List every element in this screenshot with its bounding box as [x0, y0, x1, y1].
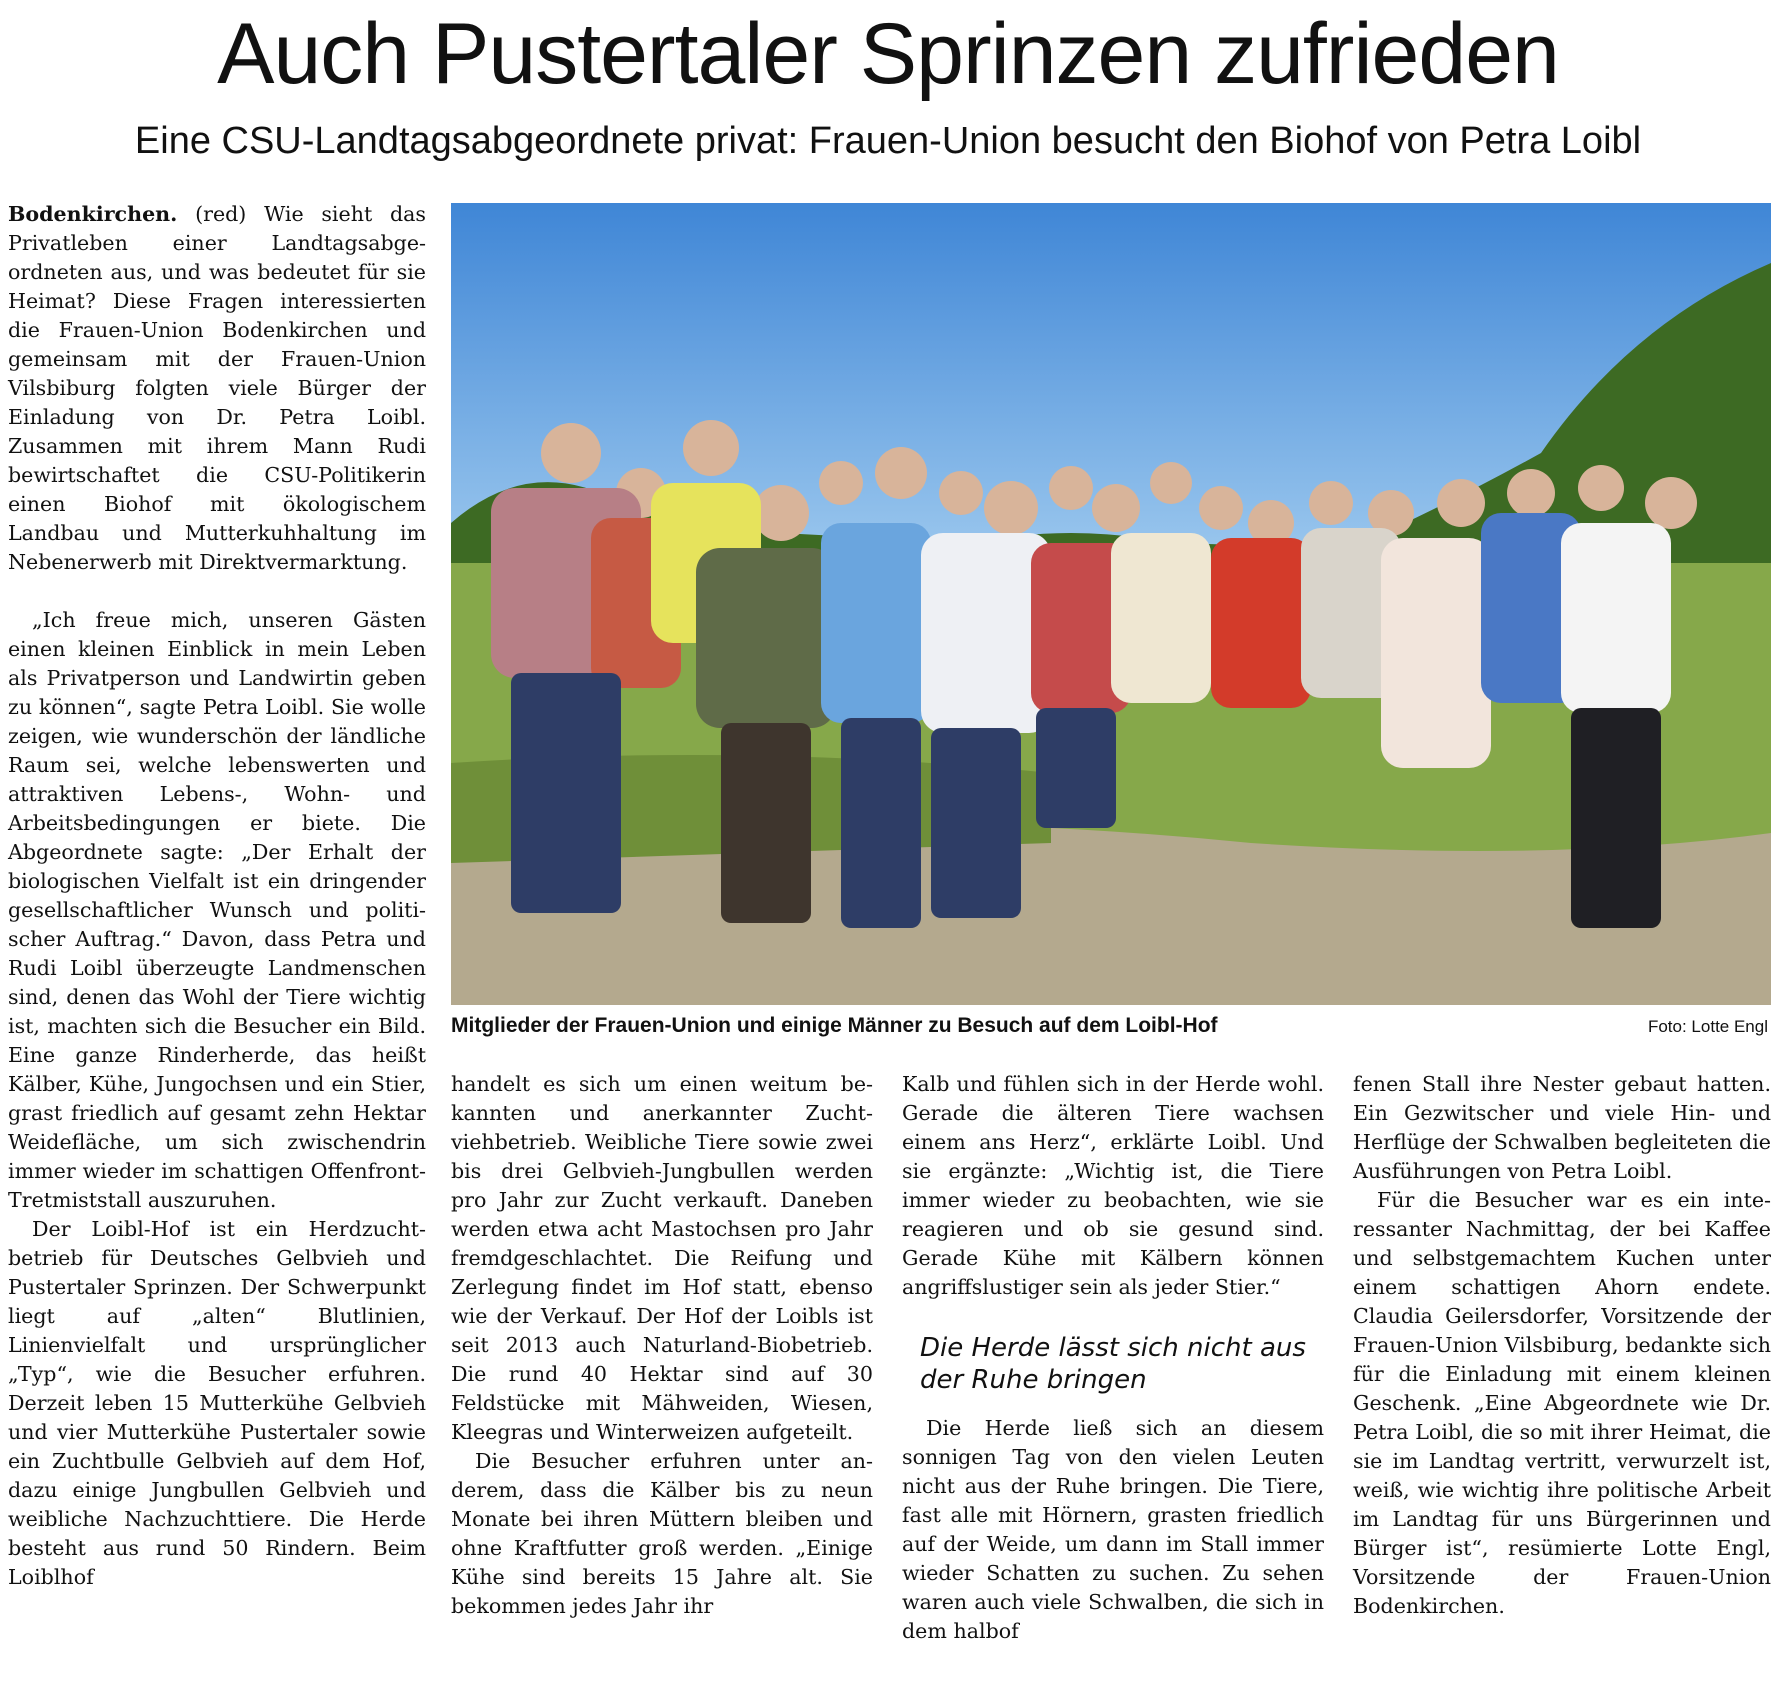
group-photo: [451, 203, 1771, 1005]
text-column-1: [8, 200, 426, 1592]
paragraph: Der Loibl-Hof ist ein Herdzuchtbetrieb für Deutsches Gelbvieh und Pustertaler Sprinzen. Der Schwerpunkt liegt auf „alten“ Blutlinien, Linienvielfalt und ursprünglicher „Typ“, wie die Besucher erfuhren. Derzeit leben 15 Mutterkühe Gelbvieh und vier Mutterkühe Pustertaler sowie ein Zuchtbulle Gelbvieh auf dem Hof, dazu einige Jungbullen Gelbvieh und weibliche Nachzuchttiere. Die Herde besteht aus rund 50 Rindern. Beim Loiblhof: [8, 1217, 426, 1589]
photo-caption: Mitglieder der Frauen-Union und einige Männer zu Besuch auf dem Loibl-Hof: [451, 1014, 1218, 1037]
paragraph: Die Besucher erfuhren unter anderem, dass die Kälber bis zu neun Monate bei ihren Müttern bleiben und ohne Kraftfutter groß werden. „Einige Kühe sind bereits 15 Jahre alt. Sie bekommen jedes Jahr ihr: [451, 1449, 873, 1618]
photo-illustration: [451, 203, 1771, 1005]
paragraph: Die Herde ließ sich an diesem sonnigen Tag von den vielen Leuten nicht aus der Ruhe bringen. Die Tiere, fast alle mit Hörnern, grasten friedlich auf der Weide, um dann im Stall immer wieder Schatten zu suchen. Zu sehen waren auch viele Schwalben, die sich in dem halbof: [902, 1416, 1324, 1643]
subheadline: Eine CSU-Landtagsabgeordnete privat: Frauen-Union besucht den Biohof von Petra Loibl: [134, 120, 1642, 162]
paragraph: „Ich freue mich, unseren Gästen einen kleinen Einblick in mein Leben als Privatperson und Landwirtin geben zu können“, sagte Petra Loibl. Sie wolle zeigen, wie wunderschön der ländliche Raum sei, welche lebenswerten und attraktiven Lebens-, Wohn- und Arbeitsbedingungen er biete. Die Abgeordnete sagte: „Der Erhalt der biologischen Vielfalt ist ein dringender gesellschaftlicher Wunsch und politischer Auftrag.“ Davon, dass Petra und Rudi Loibl überzeugte Landmenschen sind, denen das Wohl der Tiere wichtig ist, machten sich die Besucher ein Bild. Eine ganze Rinderherde, das heißt Kälber, Kühe, Jungochsen und ein Stier, grast friedlich auf gesamt zehn Hektar Weidefläche, um sich zwischendrin immer wieder im schattigen Offenfront-Tretmiststall auszuruhen.: [8, 608, 426, 1212]
paragraph: fenen Stall ihre Nester gebaut hatten. Ein Gezwitscher und viele Hin- und Herflüge der Schwalben begleiteten die Ausführungen von Petra Loibl.: [1353, 1072, 1771, 1183]
paragraph: [8, 200, 426, 577]
paragraph: handelt es sich um einen weitum bekannten und anerkannter Zuchtviehbetrieb. Weibliche Tiere sowie zwei bis drei Gelbvieh-Jungbullen werden pro Jahr zur Zucht verkauft. Daneben werden etwa acht Mastochsen pro Jahr fremdgeschlachtet. Die Reifung und Zerlegung findet im Hof statt, ebenso wie der Verkauf. Der Hof der Loibls ist seit 2013 auch Naturland-Biobetrieb. Die rund 40 Hektar sind auf 30 Feldstücke mit Mähweiden, Wiesen, Kleegras und Winterweizen aufgeteilt.: [451, 1072, 873, 1444]
photo-credit: Foto: Lotte Engl: [1647, 1017, 1768, 1036]
paragraph: Kalb und fühlen sich in der Herde wohl. Gerade die älteren Tiere wachsen einem ans Herz“, erklärte Loibl. Und sie ergänzte: „Wichtig ist, die Tiere immer wieder zu beobachten, wie sie reagieren und ob sie gesund sind. Gerade Kühe mit Kälbern können angriffslustiger sein als jeder Stier.“: [902, 1072, 1324, 1299]
text-column-3: [902, 1070, 1324, 1646]
headline: Auch Pustertaler Sprinzen zufrieden: [217, 6, 1559, 102]
text-column-2: [451, 1070, 873, 1621]
section-subhead: Die Herde lässt sich nicht aus der Ruhe bringen: [920, 1333, 1306, 1395]
text-column-4: [1353, 1070, 1771, 1621]
dateline: Bodenkirchen.: [8, 202, 178, 226]
paragraph: Für die Besucher war es ein interessanter Nachmittag, der bei Kaffee und selbstgemachtem Kuchen unter einem schattigen Ahorn endete. Claudia Geilersdorfer, Vorsitzende der Frauen-Union Vilsbiburg, bedankte sich für die Einladung mit einem kleinen Geschenk. „Eine Abgeordnete wie Dr. Petra Loibl, die so mit ihrer Heimat, die sie im Landtag vertritt, verwurzelt ist, weiß, wie wichtig ihre politische Arbeit im Landtag für uns Bürgerinnen und Bürger ist“, resümierte Lotte Engl, Vorsitzende der Frauen-Union Bodenkirchen.: [1353, 1188, 1771, 1618]
paragraph-text: (red) Wie sieht das Privatleben einer Landtagsabgeordneten aus, und was bedeutet für sie Heimat? Diese Fragen interessierten die Frauen-Union Bodenkirchen und gemeinsam mit der Frauen-Union Vilsbiburg folgten viele Bürger der Einladung von Dr. Petra Loibl. Zusammen mit ihrem Mann Rudi bewirtschaftet die CSU-Politikerin einen Biohof mit ökologischem Landbau und Mutterkuhhaltung im Nebenerwerb mit Direktvermarktung.: [8, 202, 427, 574]
